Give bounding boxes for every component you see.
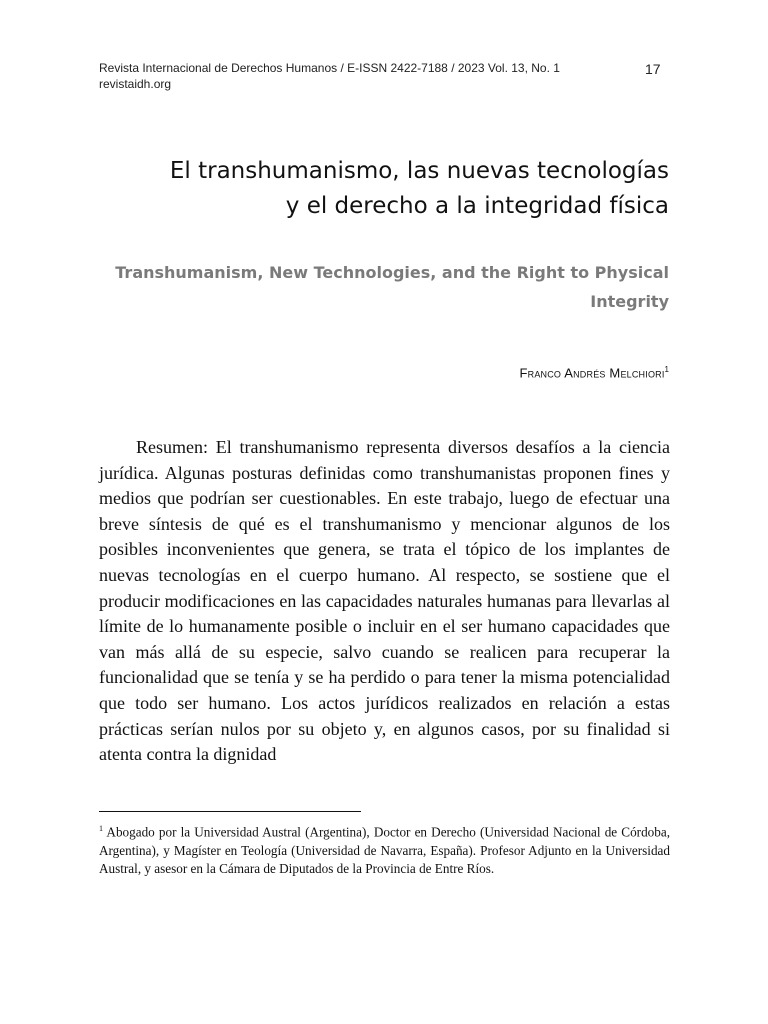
english-title [99, 258, 669, 316]
article-title-line-2: y el derecho a la integridad física [285, 193, 669, 219]
footnote-number: 1 [99, 824, 103, 833]
journal-citation: Revista Internacional de Derechos Humanos / E-ISSN 2422-7188 / 2023 Vol. 13, No. 1 [99, 61, 560, 75]
footnote-reference: 1 [664, 365, 669, 374]
english-title-line-1: Transhumanism, New Technologies, and the Right to Physical [115, 263, 669, 282]
article-title-line-1: El transhumanismo, las nuevas tecnologías [169, 158, 669, 184]
english-title-line-2: Integrity [590, 292, 669, 311]
article-title [99, 154, 669, 224]
footnote-separator [99, 811, 361, 812]
author-name: Franco Andrés Melchiori [519, 365, 665, 381]
journal-website: revistaidh.org [99, 77, 172, 91]
abstract-text: El transhumanismo representa diversos desafíos a la ciencia jurídica. Algunas posturas definidas como transhumanistas proponen fines y medios que podrían ser cuestionables. En este trabajo, luego de efectuar una breve síntesis de qué es el transhumanismo y mencionar algunos de los posibles inconvenientes que genera, se trata el tópico de los implantes de nuevas tecnologías en el cuerpo humano. Al respecto, se sostiene que el producir modificaciones en las capacidades naturales humanas para llevarlas al límite de lo humanamente posible o incluir en el ser humano capacidades que van más allá de su especie, salvo cuando se realicen para recuperar la funcionalidad que se tenía y se ha perdido o para tener la misma potencialidad que todo ser humano. Los actos jurídicos realizados en relación a estas prácticas serían nulos por su objeto y, en algunos casos, por su finalidad si atenta contra la dignidad [99, 437, 671, 765]
author-byline [99, 365, 669, 380]
footnote-text: Abogado por la Universidad Austral (Argentina), Doctor en Derecho (Universidad Nacional de Córdoba, Argentina), y Magíster en Teología (Universidad de Navarra, España). Profesor Adjunto en la Universidad Austral, y asesor en la Cámara de Diputados de la Provincia de Entre Ríos. [99, 824, 670, 877]
abstract-label: Resumen: [136, 437, 208, 457]
running-header [99, 60, 669, 92]
abstract-paragraph [99, 435, 670, 768]
page-number: 17 [645, 61, 661, 77]
footnote [99, 820, 670, 879]
